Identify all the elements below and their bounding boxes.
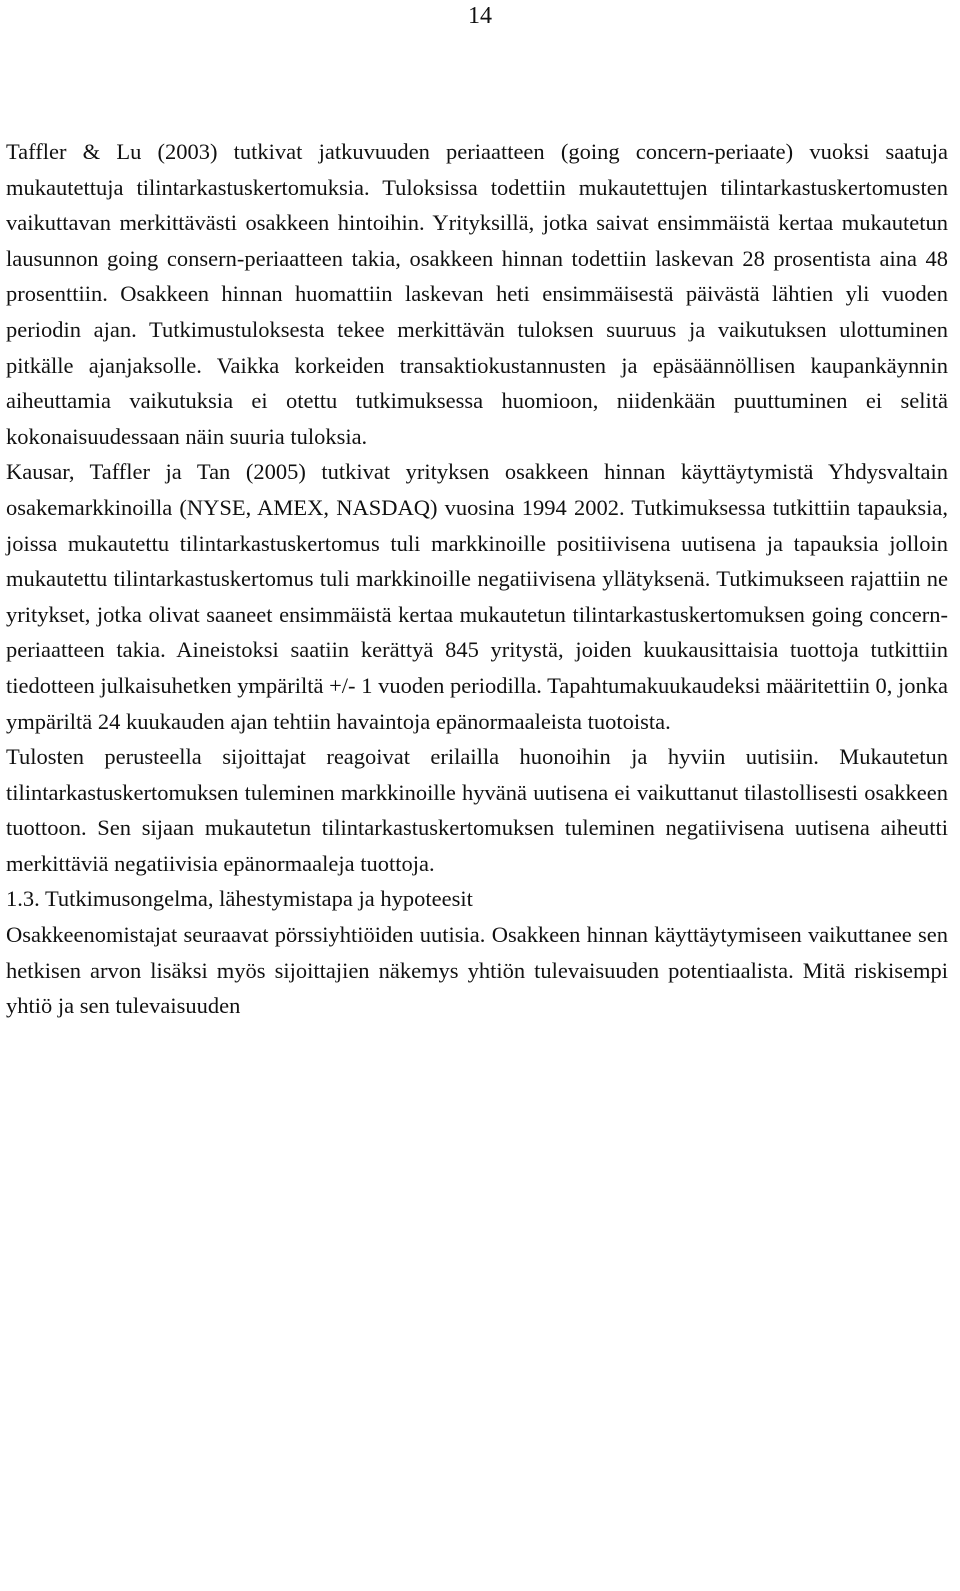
paragraph-results: Tulosten perusteella sijoittajat reagoivat erilailla huonoihin ja hyviin uutisiin. Mukautetun tilintarkastuskertomuksen tuleminen markkinoille hyvänä uutisena ei vaikuttanut tilastollisesti osakkeen tuottoon. Sen sijaan mukautetun tilintarkastuskertomuksen tuleminen negatiivisena uutisena aiheutti merkittäviä negatiivisia epänormaaleja tuottoja. [6, 744, 948, 876]
document-body [6, 134, 948, 1024]
paragraph-kausar-taffler-tan: Kausar, Taffler ja Tan (2005) tutkivat yrityksen osakkeen hinnan käyttäytymistä Yhdysvaltain osakemarkkinoilla (NYSE, AMEX, NASDAQ) vuosina 1994 2002. Tutkimuksessa tutkittiin tapauksia, joissa mukautettu tilintarkastuskertomus tuli markkinoille positiivisena uutisena ja tapauksia jolloin mukautettu tilintarkastuskertomus tuli markkinoille negatiivisena yllätyksenä. Tutkimukseen rajattiin ne yritykset, jotka olivat saaneet ensimmäistä kertaa mukautetun tilintarkastuskertomuksen going concern-periaatteen takia. Aineistoksi saatiin kerättyä 845 yritystä, joiden kuukausittaisia tuottoja tutkittiin tiedotteen julkaisuhetken ympäriltä +/- 1 vuoden periodilla. Tapahtumakuukaudeksi määritettiin 0, jonka ympäriltä 24 kuukauden ajan tehtiin havaintoja epänormaaleista tuotoista. [6, 459, 948, 734]
page-number: 14 [468, 3, 492, 29]
paragraph-research-problem: Osakkeenomistajat seuraavat pörssiyhtiöiden uutisia. Osakkeen hinnan käyttäytymiseen vaikuttanee sen hetkisen arvon lisäksi myös sijoittajien näkemys yhtiön tulevaisuuden potentiaalista. Mitä riskisempi yhtiö ja sen tulevaisuuden [6, 922, 948, 1019]
section-heading: 1.3. Tutkimusongelma, lähestymistapa ja hypoteesit [6, 886, 473, 912]
paragraph-taffler-lu: Taffler & Lu (2003) tutkivat jatkuvuuden periaatteen (going concern-periaate) vuoksi saatuja mukautettuja tilintarkastuskertomuksia. Tuloksissa todettiin mukautettujen tilintarkastuskertomusten vaikuttavan merkittävästi osakkeen hintoihin. Yrityksillä, jotka saivat ensimmäistä kertaa mukautetun lausunnon going consern-periaatteen takia, osakkeen hinnan todettiin laskevan 28 prosentista aina 48 prosenttiin. Osakkeen hinnan huomattiin laskevan heti ensimmäisestä päivästä lähtien yli vuoden periodin ajan. Tutkimustuloksesta tekee merkittävän tuloksen suuruus ja vaikutuksen ulottuminen pitkälle ajanjaksolle. Vaikka korkeiden transaktiokustannusten ja epäsäännöllisen kaupankäynnin aiheuttamia vaikutuksia ei otettu tutkimuksessa huomioon, niidenkään puuttuminen ei selitä kokonaisuudessaan näin suuria tuloksia. [6, 139, 948, 449]
